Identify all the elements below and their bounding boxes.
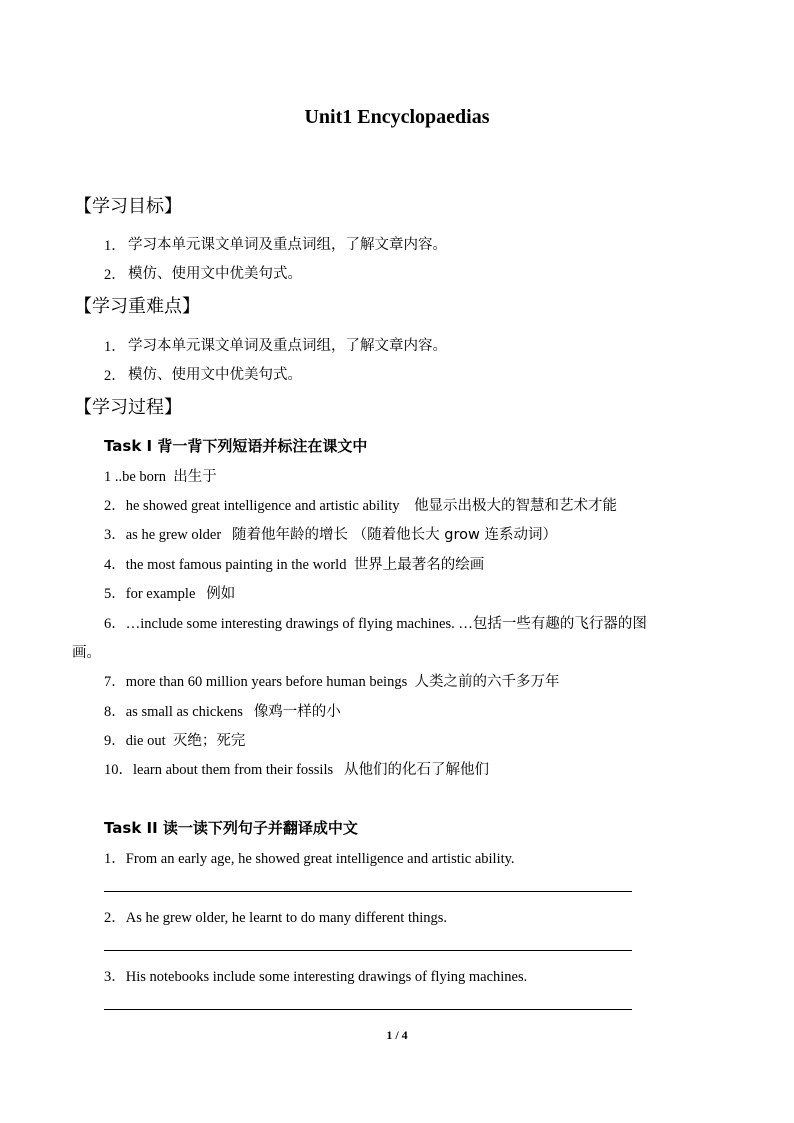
phrase-number: 9． <box>104 733 126 749</box>
task1-title: Task I 背一背下列短语并标注在课文中 <box>104 437 368 455</box>
sentence-en: From an early age, he showed great intelligence and artistic ability. <box>125 851 515 867</box>
phrase-row <box>104 494 617 515</box>
phrase-cn: 他显示出极大的智慧和艺术才能 <box>414 498 618 514</box>
item-text: 模仿、使用文中优美句式。 <box>128 367 302 383</box>
phrase-en: the most famous painting in the world <box>125 557 347 573</box>
item-number: 2． <box>104 267 126 283</box>
page-number: 1 / 4 <box>386 1028 408 1042</box>
item-number: 1． <box>104 238 126 254</box>
phrase-number: 8． <box>104 704 126 720</box>
answer-line[interactable] <box>104 891 632 892</box>
phrase-row <box>104 465 217 486</box>
item-number: 2． <box>104 368 126 384</box>
phrase-en: die out <box>125 733 166 749</box>
phrase-number: 4． <box>104 557 126 573</box>
phrase-number: 2． <box>104 498 126 514</box>
sentence-en: His notebooks include some interesting drawings of flying machines. <box>125 969 528 985</box>
sentence-number: 3． <box>104 969 126 985</box>
item-text: 学习本单元课文单词及重点词组，了解文章内容。 <box>128 338 447 354</box>
phrase-en: …include some interesting drawings of flying machines. … <box>125 616 473 632</box>
phrase-continuation: 画。 <box>72 645 101 661</box>
phrase-row <box>104 670 559 691</box>
phrase-number: 7． <box>104 674 126 690</box>
sentence-row <box>104 965 527 986</box>
item-text: 学习本单元课文单词及重点词组，了解文章内容。 <box>128 237 447 253</box>
key-points-heading: 【学习重难点】 <box>74 296 200 317</box>
answer-line[interactable] <box>104 1009 632 1010</box>
page-title: Unit1 Encyclopaedias <box>304 106 490 128</box>
phrase-number: 6． <box>104 616 126 632</box>
item-number: 1． <box>104 339 126 355</box>
phrase-number: 10． <box>104 762 133 778</box>
phrase-row <box>104 700 341 721</box>
sentence-row <box>104 847 515 868</box>
phrase-cn: 例如 <box>206 586 236 602</box>
phrase-cn: 从他们的化石了解他们 <box>344 762 490 778</box>
phrase-cn: 世界上最著名的绘画 <box>353 557 485 573</box>
phrase-cn: 包括一些有趣的飞行器的图 <box>472 616 647 632</box>
phrase-number: 1 . <box>104 469 119 485</box>
item-text: 模仿、使用文中优美句式。 <box>128 266 302 282</box>
phrase-number: 3． <box>104 527 126 543</box>
phrase-cn: 随着他年龄的增长 （随着他长大 grow 连系动词） <box>232 527 557 543</box>
sentence-number: 1． <box>104 851 126 867</box>
phrase-en: learn about them from their fossils <box>133 762 334 778</box>
phrase-row <box>104 553 484 574</box>
phrase-en: as he grew older <box>125 527 222 543</box>
sentence-number: 2． <box>104 910 126 926</box>
phrase-row <box>104 523 557 544</box>
phrase-en: .be born <box>118 469 167 485</box>
process-heading: 【学习过程】 <box>74 397 182 418</box>
sentence-row <box>104 906 447 927</box>
objectives-heading: 【学习目标】 <box>74 196 182 217</box>
phrase-en: as small as chickens <box>125 704 243 720</box>
answer-line[interactable] <box>104 950 632 951</box>
phrase-cn: 灭绝；死完 <box>172 733 246 749</box>
phrase-row <box>104 729 245 750</box>
sentence-en: As he grew older, he learnt to do many different things. <box>125 910 448 926</box>
phrase-cn: 人类之前的六千多万年 <box>414 674 560 690</box>
phrase-row <box>104 612 647 633</box>
phrase-cn: 出生于 <box>173 469 217 485</box>
phrase-number: 5． <box>104 586 126 602</box>
phrase-row <box>104 582 235 603</box>
task2-title: Task II 读一读下列句子并翻译成中文 <box>104 819 358 837</box>
phrase-en: he showed great intelligence and artistic ability <box>125 498 400 514</box>
phrase-row <box>104 758 489 779</box>
phrase-en: more than 60 million years before human beings <box>125 674 408 690</box>
phrase-en: for example <box>125 586 196 602</box>
phrase-cn: 像鸡一样的小 <box>253 704 341 720</box>
